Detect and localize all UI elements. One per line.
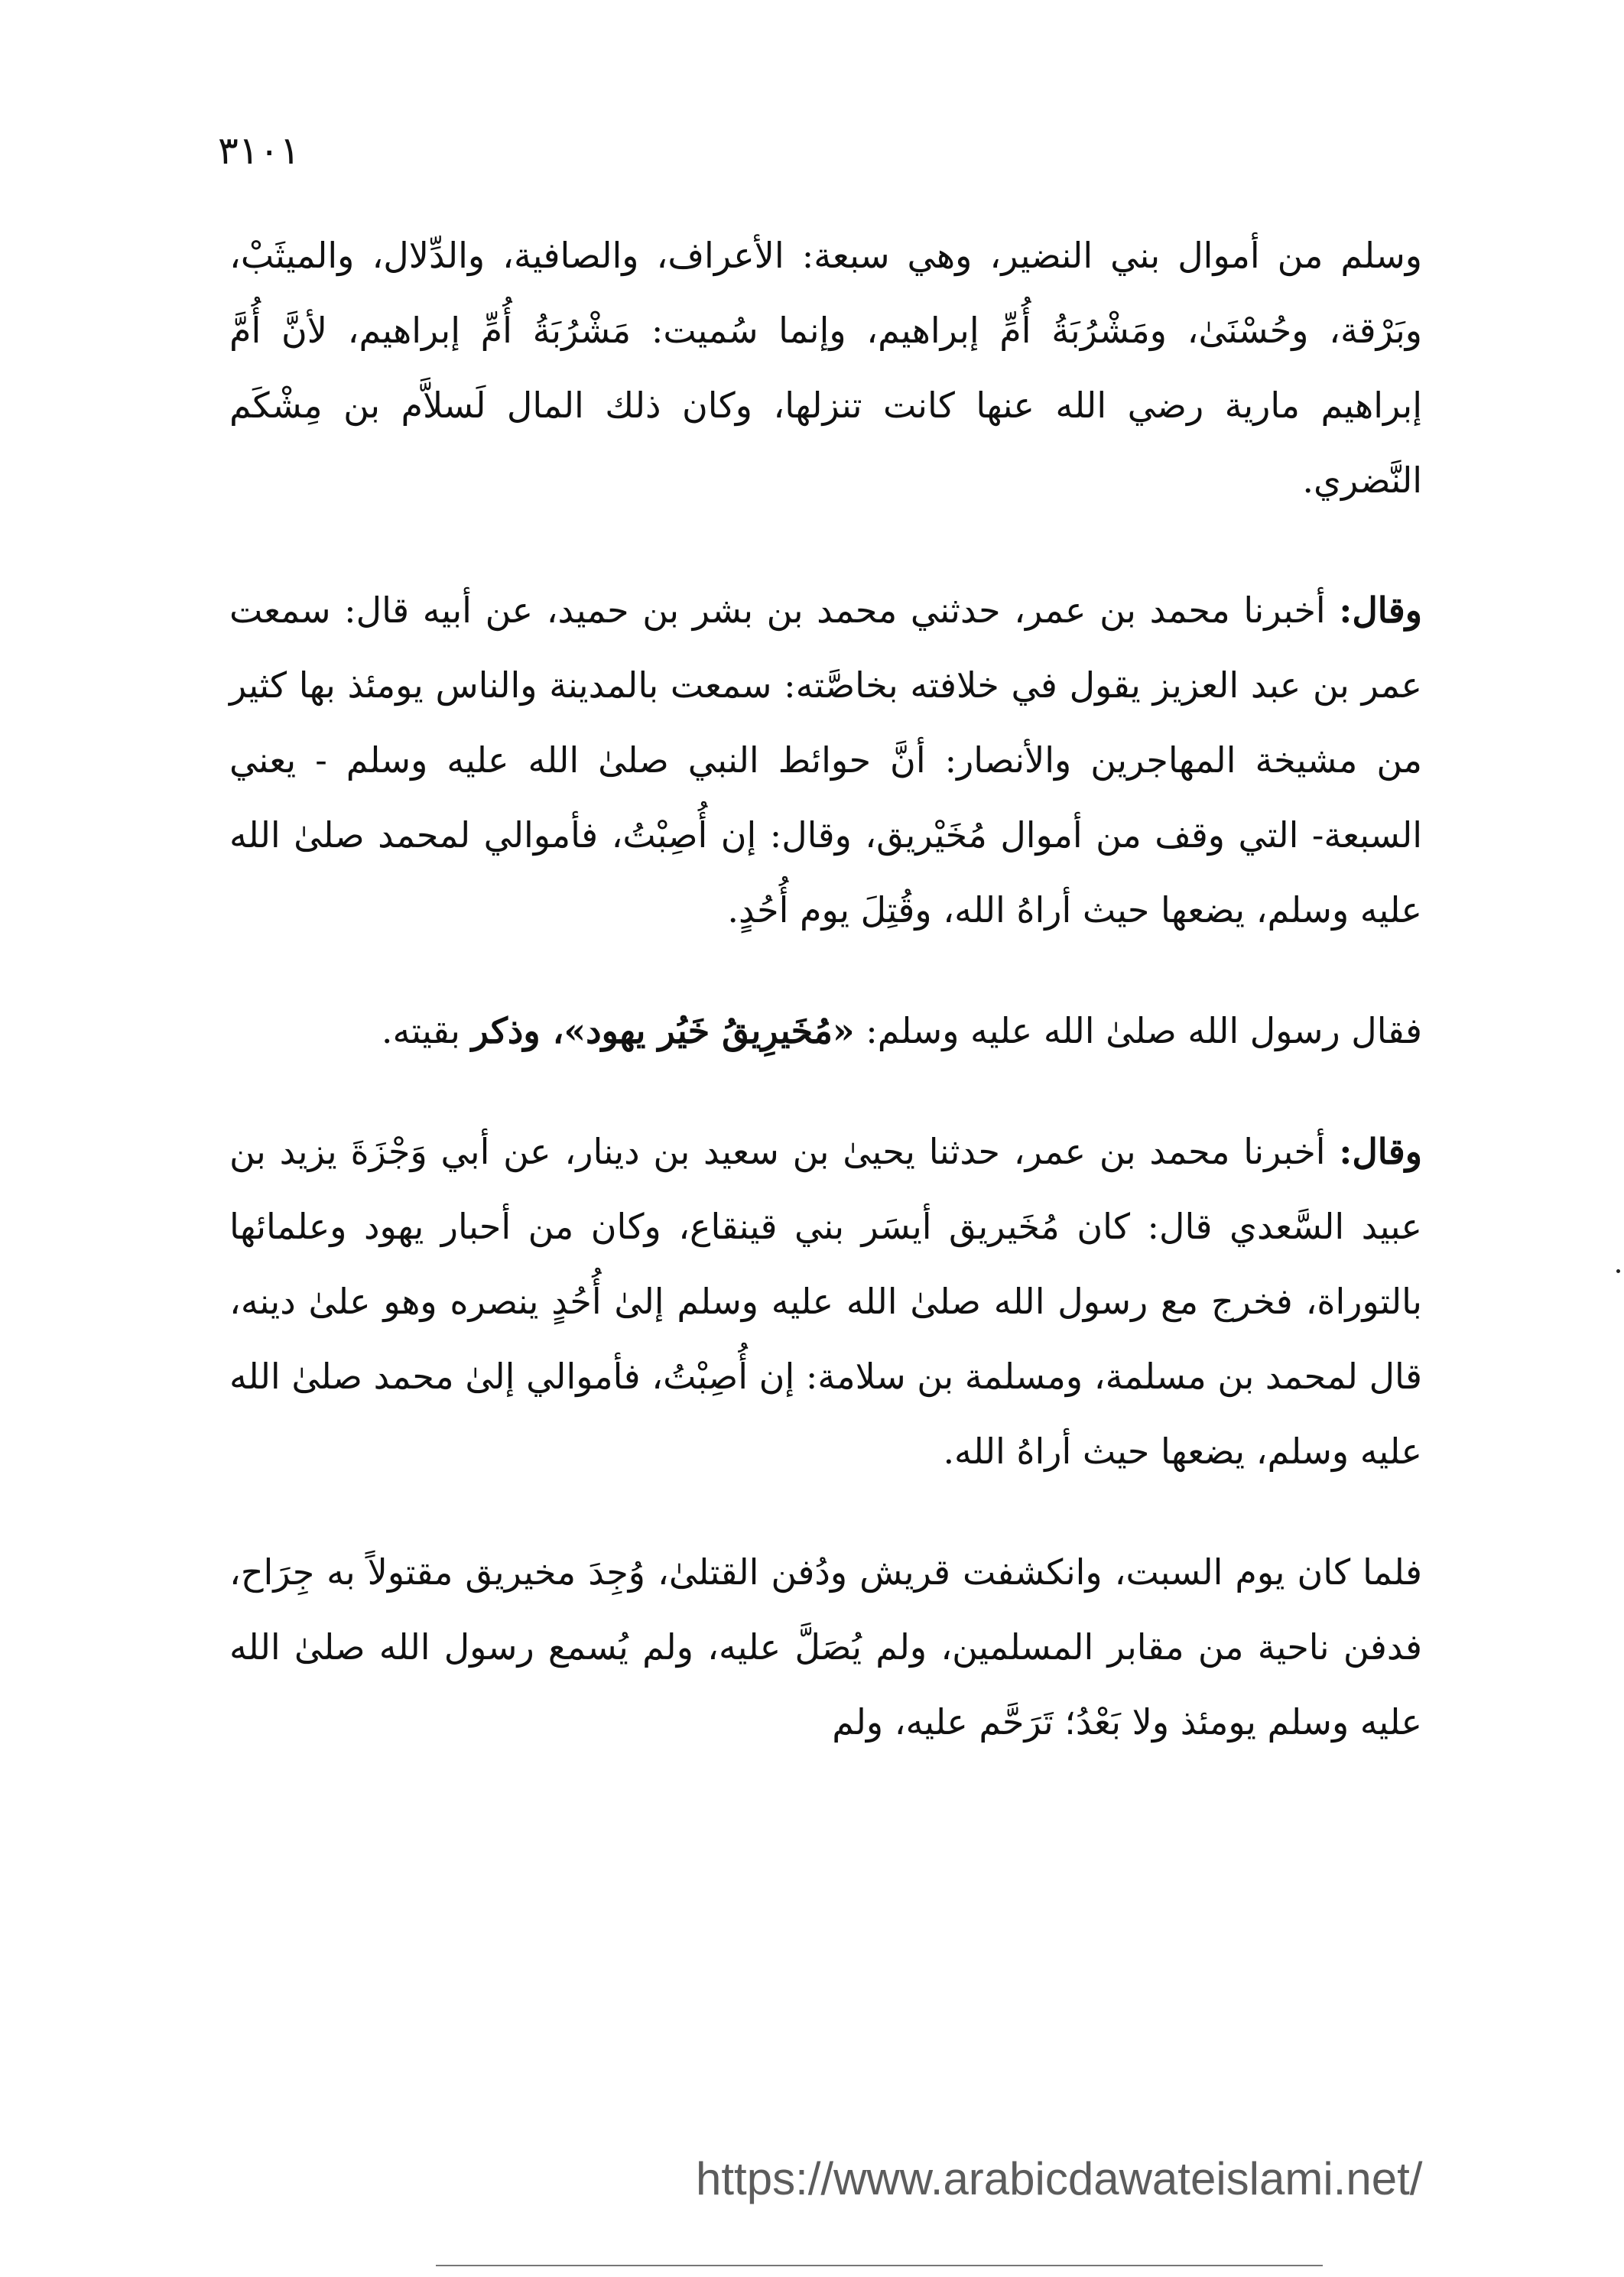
paragraph-2-text: أخبرنا محمد بن عمر، حدثني محمد بن بشر بن حميد، عن أبيه قال: سمعت عمر بن عبد العزيز يقول في خلافته بخاصَّته: سمعت بالمدينة والناس يومئذ بها كثير من مشيخة المهاجرين والأنصار: أنَّ حوائط النبي صلىٰ الله عليه وسلم - يعني السبعة- التي وقف من أموال مُخَيْريق، وقال: إن أُصِبْتُ، فأموالي لمحمد صلىٰ الله عليه وسلم، يضعها حيث أراهُ الله، وقُتِلَ يوم أُحُدٍ.	[229, 590, 1422, 931]
bottom-rule	[436, 2265, 1323, 2266]
paragraph-3-text-after: بقيته.	[381, 1010, 472, 1051]
watermark-url: https://www.arabicdawateislami.net/	[696, 2153, 1423, 2204]
paragraph-4-text: أخبرنا محمد بن عمر، حدثنا يحيىٰ بن سعيد بن دينار، عن أبي وَجْزَةَ يزيد بن عبيد السَّعدي قال: كان مُخَيريق أيسَر بني قينقاع، وكان من أحبار يهود وعلمائها بالتوراة، فخرج مع رسول الله صلىٰ الله عليه وسلم إلىٰ أُحُدٍ ينصره وهو علىٰ دينه، قال لمحمد بن مسلمة، ومسلمة بن سلامة: إن أُصِبْتُ، فأموالي إلىٰ محمد صلىٰ الله عليه وسلم، يضعها حيث أراهُ الله.	[229, 1131, 1422, 1472]
page-number: ٣١٠١	[218, 128, 300, 173]
paragraph-1	[229, 218, 1422, 518]
paragraph-2	[229, 573, 1422, 947]
paragraph-1-text: وسلم من أموال بني النضير، وهي سبعة: الأعراف، والصافية، والدِّلال، والميثَبْ، وبَرْقة، وحُسْنَىٰ، ومَشْرُبَةُ أُمِّ إبراهيم، وإنما سُميت: مَشْرُبَةُ أُمِّ إبراهيم، لأنَّ أُمَّ إبراهيم مارية رضي الله عنها كانت تنزلها، وكان ذلك المال لَسلاَّم بن مِشْكَم النَّضري.	[229, 235, 1422, 501]
scan-dot	[1616, 1269, 1620, 1273]
paragraph-4	[229, 1114, 1422, 1489]
paragraph-4-lead: وقال:	[1339, 1131, 1422, 1172]
paragraph-3-text-before: فقال رسول الله صلىٰ الله عليه وسلم:	[854, 1010, 1422, 1051]
paragraph-3-quote: «مُخَيرِيقُ خَيُر يهود»، وذكر	[471, 1010, 855, 1051]
paragraph-3	[229, 993, 1422, 1068]
paragraph-2-lead: وقال:	[1339, 590, 1422, 631]
main-text	[229, 218, 1422, 1805]
paragraph-5	[229, 1535, 1422, 1759]
paragraph-5-text: فلما كان يوم السبت، وانكشفت قريش ودُفن القتلىٰ، وُجِدَ مخيريق مقتولاً به جِرَاح، فدفن ناحية من مقابر المسلمين، ولم يُصَلَّ عليه، ولم يُسمع رسول الله صلىٰ الله عليه وسلم يومئذ ولا بَعْدُ؛ تَرَحَّم عليه، ولم	[229, 1551, 1422, 1743]
